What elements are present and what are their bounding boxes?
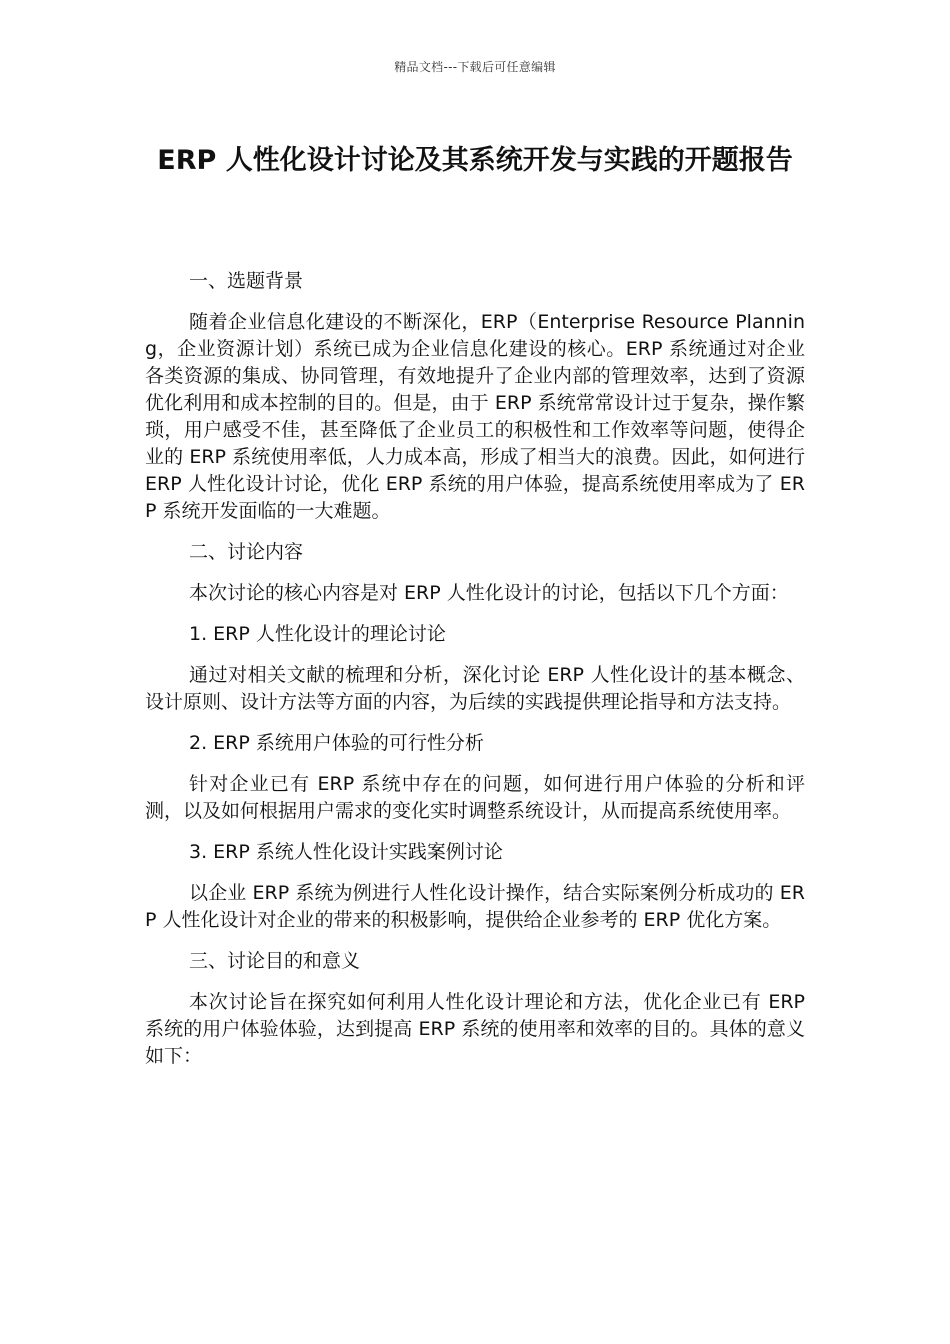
paragraph-purpose: 本次讨论旨在探究如何利用人性化设计理论和方法，优化企业已有 ERP 系统的用户体验体验，达到提高 ERP 系统的使用率和效率的目的。具体的意义如下：: [145, 991, 805, 1067]
paragraph-case-study: 以企业 ERP 系统为例进行人性化设计操作，结合实际案例分析成功的 ERP 人性化设计对企业的带来的积极影响，提供给企业参考的 ERP 优化方案。: [145, 882, 805, 931]
section-heading-purpose: 三、讨论目的和意义: [189, 950, 361, 972]
document-title: ERP 人性化设计讨论及其系统开发与实践的开题报告: [157, 145, 793, 176]
subheading-theory: 1. ERP 人性化设计的理论讨论: [189, 623, 446, 645]
section-heading-background: 一、选题背景: [189, 270, 304, 292]
page-header-note: 精品文档---下载后可任意编辑: [394, 60, 556, 74]
subheading-case-study: 3. ERP 系统人性化设计实践案例讨论: [189, 841, 503, 863]
section-heading-content: 二、讨论内容: [189, 541, 304, 563]
subheading-feasibility: 2. ERP 系统用户体验的可行性分析: [189, 732, 484, 754]
paragraph-theory: 通过对相关文献的梳理和分析，深化讨论 ERP 人性化设计的基本概念、设计原则、设计方法等方面的内容，为后续的实践提供理论指导和方法支持。: [145, 664, 805, 713]
paragraph-feasibility: 针对企业已有 ERP 系统中存在的问题，如何进行用户体验的分析和评测，以及如何根据用户需求的变化实时调整系统设计，从而提高系统使用率。: [145, 773, 805, 822]
paragraph-background: 随着企业信息化建设的不断深化，ERP（Enterprise Resource Planning，企业资源计划）系统已成为企业信息化建设的核心。ERP 系统通过对企业各类资源的集成、协同管理，有效地提升了企业内部的管理效率，达到了资源优化利用和成本控制的目的。但是，由于 ERP 系统常常设计过于复杂，操作繁琐，用户感受不佳，甚至降低了企业员工的积极性和工作效率等问题，使得企业的 ERP 系统使用率低，人力成本高，形成了相当大的浪费。因此，如何进行 ERP 人性化设计讨论，优化 ERP 系统的用户体验，提高系统使用率成为了 ERP 系统开发面临的一大难题。: [145, 311, 805, 522]
paragraph-content-intro: 本次讨论的核心内容是对 ERP 人性化设计的讨论，包括以下几个方面：: [189, 582, 789, 604]
document-body: [145, 268, 805, 1084]
